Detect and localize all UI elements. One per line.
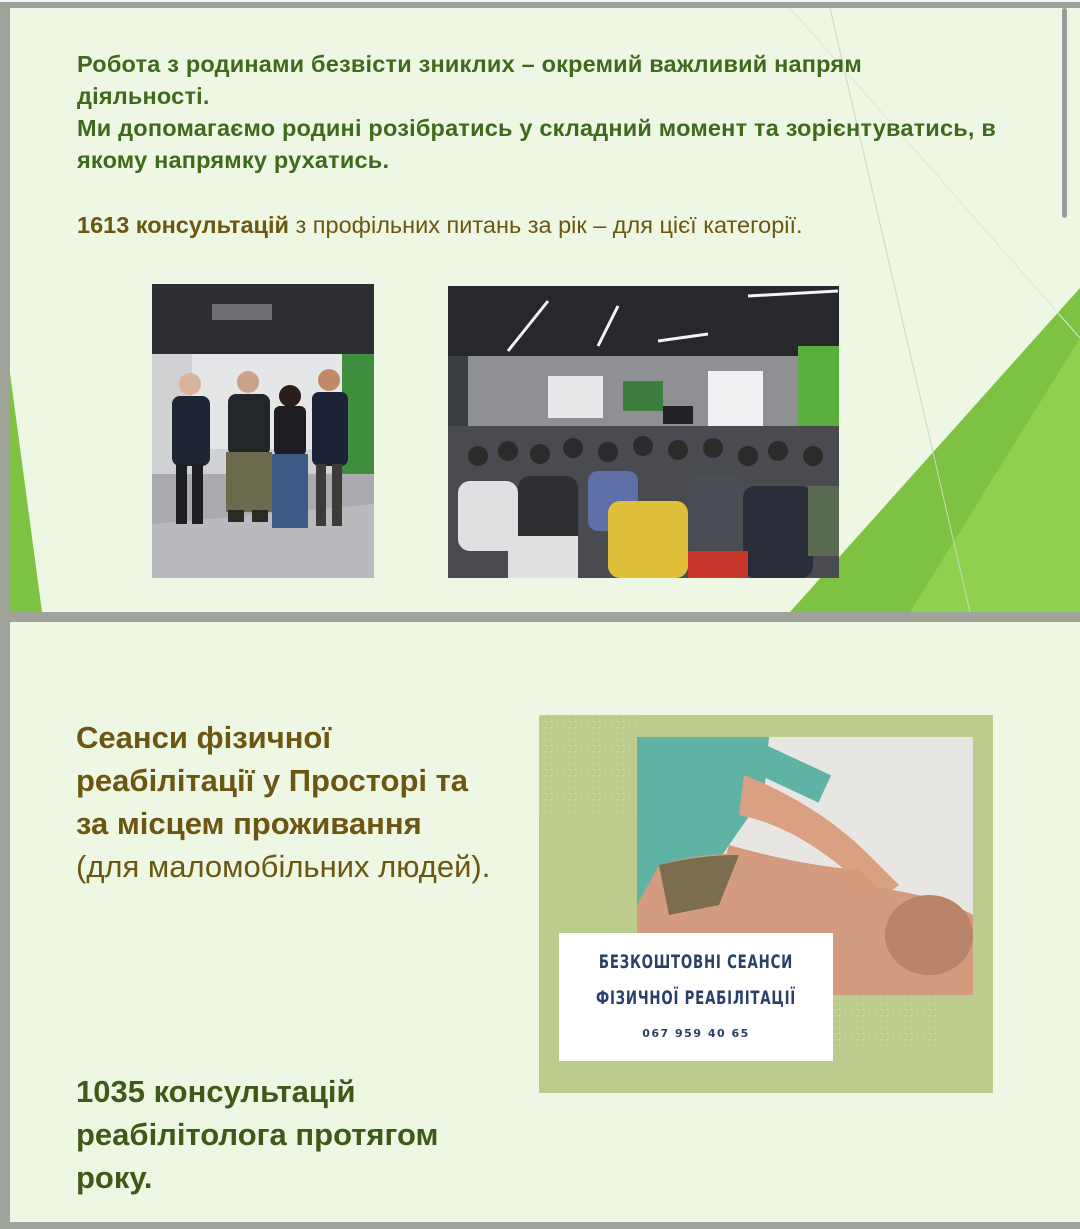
consultations-stat (77, 209, 1027, 241)
slide-rehabilitation (10, 622, 1080, 1222)
audience-photo (448, 286, 839, 578)
promo-text-box (559, 933, 833, 1061)
group-photo (152, 284, 374, 578)
promo-line-rehabilitation: ФІЗИЧНОЇ РЕАБІЛІТАЦІЇ (595, 987, 797, 1009)
promo-line-free-sessions: БЕЗКОШТОВНІ СЕАНСИ (598, 951, 794, 973)
paragraph-missing-families: Робота з родинами безвісти зниклих – окремий важливий напрям діяльності. (77, 51, 862, 109)
top-band (0, 0, 1080, 2)
stat-description: з профільних питань за рік – для цієї категорії. (288, 212, 803, 238)
paragraph-help: Ми допомагаємо родині розібратись у складний момент та зорієнтуватись, в якому напрямку рухатись. (77, 115, 996, 173)
rehab-stat: 1035 консультацій реабілітолога протягом року. (76, 1074, 439, 1195)
rehab-title-main: Сеанси фізичної реабілітації у Просторі та за місцем проживання (76, 720, 469, 841)
phone-number: 067 959 40 65 (642, 1027, 750, 1040)
scrollbar[interactable] (1062, 8, 1067, 218)
rehab-title-note: (для маломобільних людей). (76, 849, 491, 884)
rehab-promo-card (539, 715, 993, 1093)
intro-text (77, 48, 997, 176)
slide-missing-families (10, 8, 1080, 612)
stat-number: 1613 консультацій (77, 212, 289, 238)
rehab-title (76, 716, 496, 888)
left-green-triangle (10, 373, 42, 612)
